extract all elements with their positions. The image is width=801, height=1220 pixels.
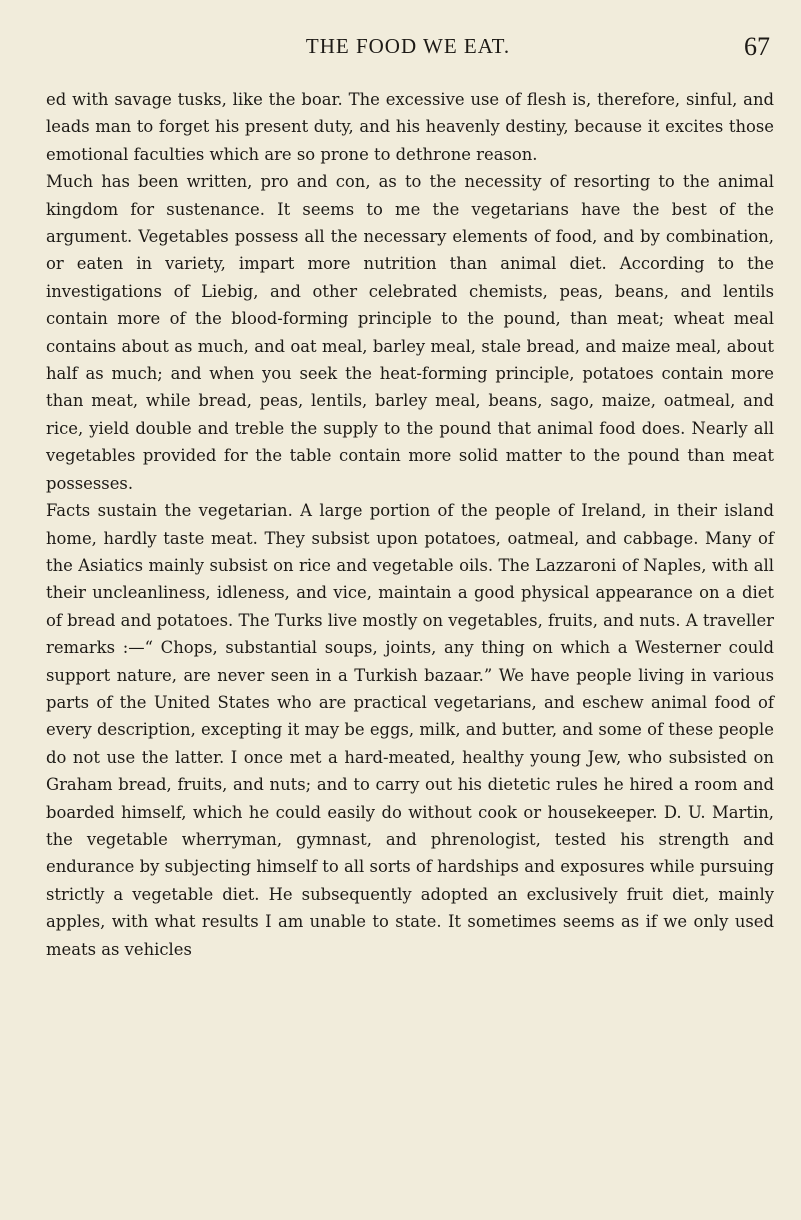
paragraph-1: ed with savage tusks, like the boar. The excessive use of flesh is, therefore, sinful, and leads man to forget his present duty, and his heavenly destiny, because it excites those emotional faculties which are so prone to dethrone reason.	[46, 90, 774, 164]
body-text	[46, 86, 774, 963]
running-title: THE FOOD WE EAT.	[305, 34, 511, 58]
page-header	[46, 34, 770, 64]
paragraph-3: Facts sustain the vegetarian. A large portion of the people of Ireland, in their island home, hardly taste meat. They subsist upon potatoes, oatmeal, and cabbage. Many of the Asiatics mainly subsist on rice and vegetable oils. The Lazzaroni of Naples, with all their uncleanliness, idleness, and vice, maintain a good physical appearance on a diet of bread and potatoes. The Turks live mostly on vegetables, fruits, and nuts. A traveller remarks :—“ Chops, substantial soups, joints, any thing on which a Westerner could support nature, are never seen in a Turkish bazaar.” We have people living in various parts of the United States who are practical vegetarians, and eschew animal food of every description, excepting it may be eggs, milk, and butter, and some of these people do not use the latter. I once met a hard-meated, healthy young Jew, who subsisted on Graham bread, fruits, and nuts; and to carry out his dietetic rules he hired a room and boarded himself, which he could easily do without cook or housekeeper. D. U. Martin, the vegetable wherryman, gymnast, and phrenologist, tested his strength and endurance by subjecting himself to all sorts of hardships and exposures while pursuing strictly a vegetable diet. He subsequently adopted an exclusively fruit diet, mainly apples, with what results I am unable to state. It sometimes seems as if we only used meats as vehicles	[46, 501, 774, 959]
paragraph-2: Much has been written, pro and con, as to the necessity of resorting to the animal kingdom for sustenance. It seems to me the vegetarians have the best of the argument. Vegetables possess all the necessary elements of food, and by combination, or eaten in variety, impart more nutrition than animal diet. According to the investigations of Liebig, and other celebrated chemists, peas, beans, and lentils contain more of the blood-forming principle to the pound, than meat; wheat meal contains about as much, and oat meal, barley meal, stale bread, and maize meal, about half as much; and when you seek the heat-forming principle, potatoes contain more than meat, while bread, peas, lentils, barley meal, beans, sago, maize, oatmeal, and rice, yield double and treble the supply to the pound that animal food does. Nearly all vegetables provided for the table contain more solid matter to the pound than meat possesses.	[46, 172, 774, 493]
page-number: 67	[744, 32, 770, 61]
